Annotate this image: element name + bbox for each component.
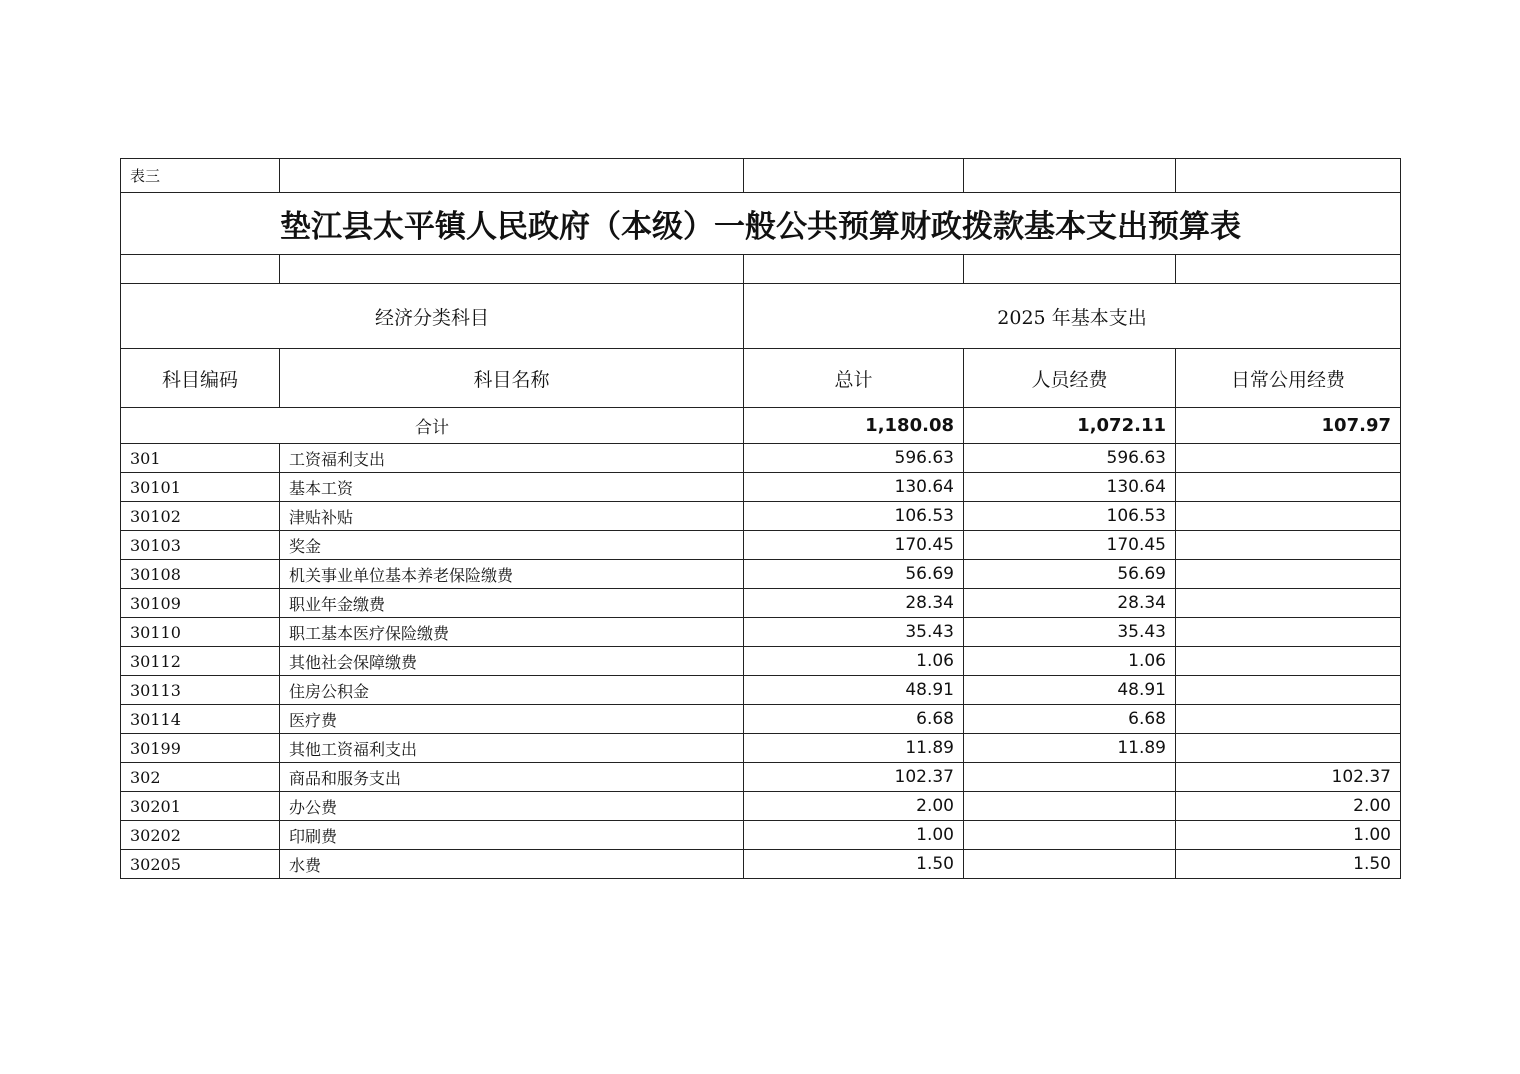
column-header-row [121,349,1401,408]
row-name: 其他工资福利支出 [280,734,744,763]
table-row [121,473,1401,502]
empty-cell [121,255,280,284]
row-code: 30202 [121,821,280,850]
row-personnel: 48.91 [964,676,1176,705]
expenditure-header: 2025 年基本支出 [744,284,1401,349]
table-row [121,763,1401,792]
empty-cell [964,255,1176,284]
row-public: 2.00 [1176,792,1401,821]
row-name: 水费 [280,850,744,879]
empty-cell [964,159,1176,193]
row-personnel: 28.34 [964,589,1176,618]
budget-table [120,158,1401,879]
total-label: 合计 [121,408,744,444]
table-row [121,676,1401,705]
col-header-name: 科目名称 [280,349,744,408]
total-personnel: 1,072.11 [964,408,1176,444]
empty-cell [1176,159,1401,193]
row-total: 6.68 [744,705,964,734]
classification-header: 经济分类科目 [121,284,744,349]
table-row [121,589,1401,618]
row-total: 102.37 [744,763,964,792]
row-name: 住房公积金 [280,676,744,705]
empty-cell [744,159,964,193]
row-personnel: 35.43 [964,618,1176,647]
row-public [1176,647,1401,676]
row-total: 1.06 [744,647,964,676]
row-code: 30103 [121,531,280,560]
row-name: 其他社会保障缴费 [280,647,744,676]
row-code: 30114 [121,705,280,734]
row-public [1176,705,1401,734]
row-code: 30205 [121,850,280,879]
row-total: 106.53 [744,502,964,531]
row-public [1176,444,1401,473]
row-code: 30109 [121,589,280,618]
row-personnel: 11.89 [964,734,1176,763]
table-row [121,734,1401,763]
row-total: 11.89 [744,734,964,763]
row-total: 48.91 [744,676,964,705]
row-name: 基本工资 [280,473,744,502]
total-public: 107.97 [1176,408,1401,444]
row-total: 130.64 [744,473,964,502]
row-public [1176,560,1401,589]
row-name: 印刷费 [280,821,744,850]
row-total: 1.50 [744,850,964,879]
row-total: 35.43 [744,618,964,647]
row-total: 1.00 [744,821,964,850]
row-public [1176,618,1401,647]
table-label: 表三 [121,159,280,193]
table-row [121,792,1401,821]
row-public [1176,473,1401,502]
total-row [121,408,1401,444]
empty-cell [280,255,744,284]
row-personnel [964,821,1176,850]
row-personnel: 6.68 [964,705,1176,734]
row-personnel [964,850,1176,879]
table-row [121,821,1401,850]
table-row [121,560,1401,589]
empty-cell [1176,255,1401,284]
row-personnel [964,763,1176,792]
col-header-public: 日常公用经费 [1176,349,1401,408]
col-header-code: 科目编码 [121,349,280,408]
table-row [121,850,1401,879]
empty-cell [280,159,744,193]
blank-row [121,255,1401,284]
row-code: 30113 [121,676,280,705]
row-name: 办公费 [280,792,744,821]
row-code: 30201 [121,792,280,821]
row-total: 2.00 [744,792,964,821]
row-name: 奖金 [280,531,744,560]
row-public [1176,502,1401,531]
row-personnel: 596.63 [964,444,1176,473]
row-public [1176,734,1401,763]
row-public: 1.50 [1176,850,1401,879]
table-title: 垫江县太平镇人民政府（本级）一般公共预算财政拨款基本支出预算表 [121,193,1401,255]
row-total: 28.34 [744,589,964,618]
row-personnel: 106.53 [964,502,1176,531]
table-row [121,618,1401,647]
row-name: 工资福利支出 [280,444,744,473]
row-name: 职业年金缴费 [280,589,744,618]
row-name: 津贴补贴 [280,502,744,531]
col-header-total: 总计 [744,349,964,408]
row-code: 30199 [121,734,280,763]
empty-cell [744,255,964,284]
row-personnel [964,792,1176,821]
total-amount: 1,180.08 [744,408,964,444]
row-name: 商品和服务支出 [280,763,744,792]
row-total: 596.63 [744,444,964,473]
row-code: 302 [121,763,280,792]
row-total: 56.69 [744,560,964,589]
table-row [121,502,1401,531]
group-header-row [121,284,1401,349]
row-name: 职工基本医疗保险缴费 [280,618,744,647]
row-code: 30108 [121,560,280,589]
row-code: 30112 [121,647,280,676]
row-personnel: 130.64 [964,473,1176,502]
row-personnel: 56.69 [964,560,1176,589]
row-code: 30110 [121,618,280,647]
table-row [121,705,1401,734]
row-code: 301 [121,444,280,473]
title-row [121,193,1401,255]
row-public [1176,676,1401,705]
row-code: 30101 [121,473,280,502]
row-code: 30102 [121,502,280,531]
table-label-row [121,159,1401,193]
table-row [121,531,1401,560]
row-public [1176,589,1401,618]
table-row [121,444,1401,473]
col-header-personnel: 人员经费 [964,349,1176,408]
table-row [121,647,1401,676]
row-personnel: 1.06 [964,647,1176,676]
row-total: 170.45 [744,531,964,560]
row-public: 1.00 [1176,821,1401,850]
row-name: 机关事业单位基本养老保险缴费 [280,560,744,589]
row-name: 医疗费 [280,705,744,734]
row-public [1176,531,1401,560]
row-personnel: 170.45 [964,531,1176,560]
row-public: 102.37 [1176,763,1401,792]
